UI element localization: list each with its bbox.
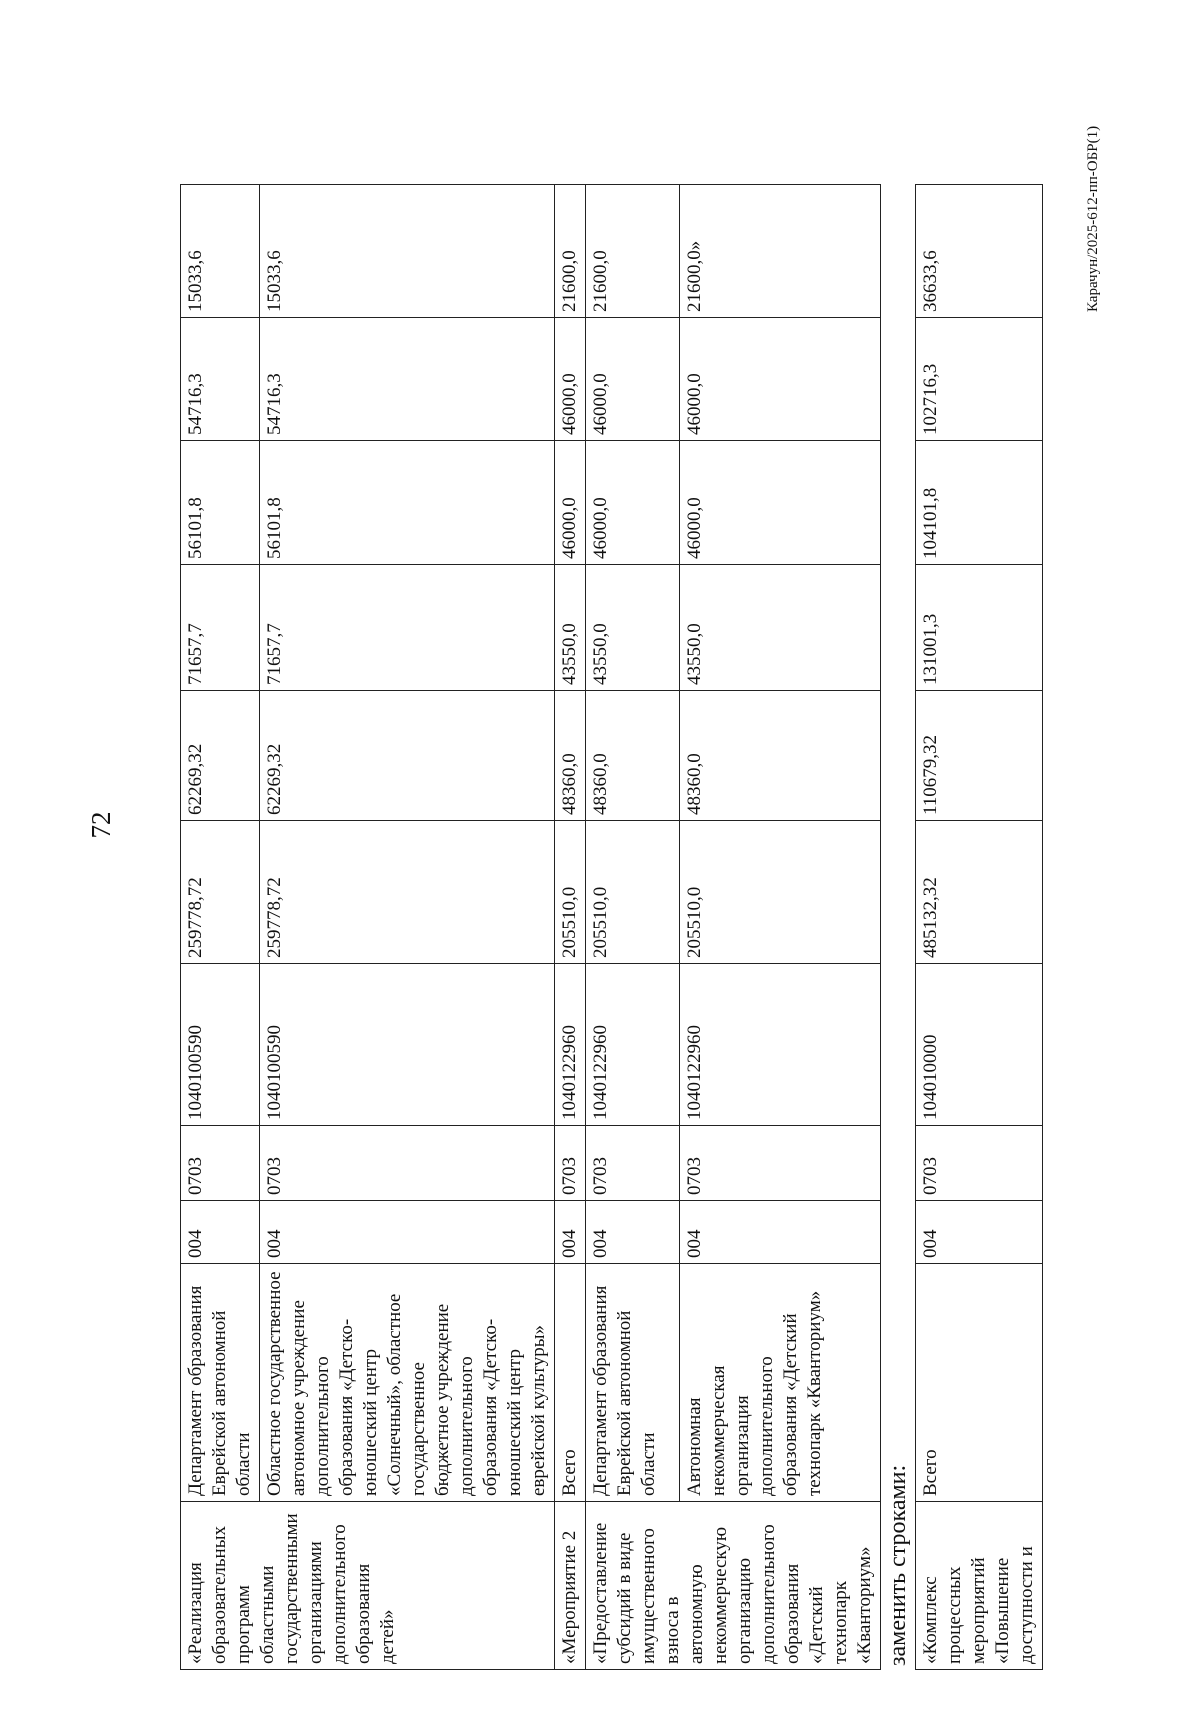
year-value-cell: 62269,32: [181, 691, 260, 821]
activity-name-cell: «Предоставление субсидий в виде имущественного взноса в автономную некоммерческую организацию дополнительного образования «Детский технопарк «Кванториум»: [586, 1502, 881, 1670]
csr-cell: 1040122960: [586, 964, 680, 1126]
activity-name-cell: «Мероприятие 2: [555, 1502, 586, 1670]
table-row: [260, 185, 555, 1670]
csr-cell: 1040122960: [555, 964, 586, 1126]
year-value-cell: 43550,0: [679, 565, 880, 691]
grbs-cell: 004: [555, 1201, 586, 1264]
executor-cell: Всего: [916, 1264, 1043, 1502]
year-value-cell: 56101,8: [181, 441, 260, 565]
year-value-cell: 102716,3: [916, 318, 1043, 441]
year-value-cell: 15033,6: [181, 185, 260, 318]
year-value-cell: 46000,0: [679, 318, 880, 441]
year-value-cell: 71657,7: [260, 565, 555, 691]
year-value-cell: 43550,0: [555, 565, 586, 691]
csr-cell: 104010000: [916, 964, 1043, 1126]
year-value-cell: 48360,0: [679, 691, 880, 821]
year-value-cell: 46000,0: [586, 441, 680, 565]
grbs-cell: 004: [916, 1201, 1043, 1264]
csr-cell: 1040100590: [260, 964, 555, 1126]
activity-name-cell: «Комплекс процессных мероприятий «Повышение доступности и: [916, 1502, 1043, 1670]
year-value-cell: 46000,0: [555, 441, 586, 565]
table-row: [916, 185, 1043, 1670]
table-row: [586, 185, 680, 1670]
executor-cell: Областное государственное автономное учреждение дополнительного образования «Детско-юношеский центр «Солнечный», областное государственное бюджетное учреждение дополнительного образования «Детско-юношеский центр еврейской культуры»: [260, 1264, 555, 1502]
table-row: [555, 185, 586, 1670]
grbs-cell: 004: [260, 1201, 555, 1264]
csr-cell: 1040100590: [181, 964, 260, 1126]
year-value-cell: 43550,0: [586, 565, 680, 691]
year-value-cell: 71657,7: [181, 565, 260, 691]
executor-cell: Всего: [555, 1264, 586, 1502]
year-value-cell: 104101,8: [916, 441, 1043, 565]
budget-table-event2: [554, 184, 881, 1670]
total-cell: 205510,0: [586, 821, 680, 964]
executor-cell: Автономная некоммерческая организация дополнительного образования «Детский технопарк «Кванториум»: [679, 1264, 880, 1502]
activity-name-cell: «Реализация образовательных программ областными государственными организациями дополнительного образования детей»: [181, 1502, 555, 1670]
year-value-cell: 54716,3: [260, 318, 555, 441]
rzpr-cell: 0703: [679, 1126, 880, 1201]
year-value-cell: 46000,0: [555, 318, 586, 441]
rzpr-cell: 0703: [586, 1126, 680, 1201]
total-cell: 205510,0: [679, 821, 880, 964]
year-value-cell: 48360,0: [586, 691, 680, 821]
budget-table-replacement: [915, 184, 1043, 1670]
year-value-cell: 36633,6: [916, 185, 1043, 318]
year-value-cell: 131001,3: [916, 565, 1043, 691]
grbs-cell: 004: [586, 1201, 680, 1264]
rzpr-cell: 0703: [555, 1126, 586, 1201]
year-value-cell: 21600,0»: [679, 185, 880, 318]
footer-doc-id: Карачун/2025-612-пп-ОБР(1): [1085, 125, 1101, 312]
page-number: 72: [86, 811, 116, 839]
year-value-cell: 21600,0: [586, 185, 680, 318]
year-value-cell: 56101,8: [260, 441, 555, 565]
year-value-cell: 48360,0: [555, 691, 586, 821]
budget-table-top: [180, 184, 555, 1670]
total-cell: 259778,72: [181, 821, 260, 964]
executor-cell: Департамент образования Еврейской автономной области: [181, 1264, 260, 1502]
year-value-cell: 110679,32: [916, 691, 1043, 821]
year-value-cell: 54716,3: [181, 318, 260, 441]
table-row: [181, 185, 260, 1670]
year-value-cell: 62269,32: [260, 691, 555, 821]
rotated-content: [180, 185, 1043, 1670]
year-value-cell: 46000,0: [679, 441, 880, 565]
replace-instruction: заменить строками:: [885, 1464, 911, 1666]
grbs-cell: 004: [679, 1201, 880, 1264]
year-value-cell: 46000,0: [586, 318, 680, 441]
total-cell: 205510,0: [555, 821, 586, 964]
executor-cell: Департамент образования Еврейской автономной области: [586, 1264, 680, 1502]
rzpr-cell: 0703: [916, 1126, 1043, 1201]
total-cell: 485132,32: [916, 821, 1043, 964]
year-value-cell: 21600,0: [555, 185, 586, 318]
table-row: [679, 185, 880, 1670]
rzpr-cell: 0703: [181, 1126, 260, 1201]
rzpr-cell: 0703: [260, 1126, 555, 1201]
year-value-cell: 15033,6: [260, 185, 555, 318]
grbs-cell: 004: [181, 1201, 260, 1264]
csr-cell: 1040122960: [679, 964, 880, 1126]
total-cell: 259778,72: [260, 821, 555, 964]
